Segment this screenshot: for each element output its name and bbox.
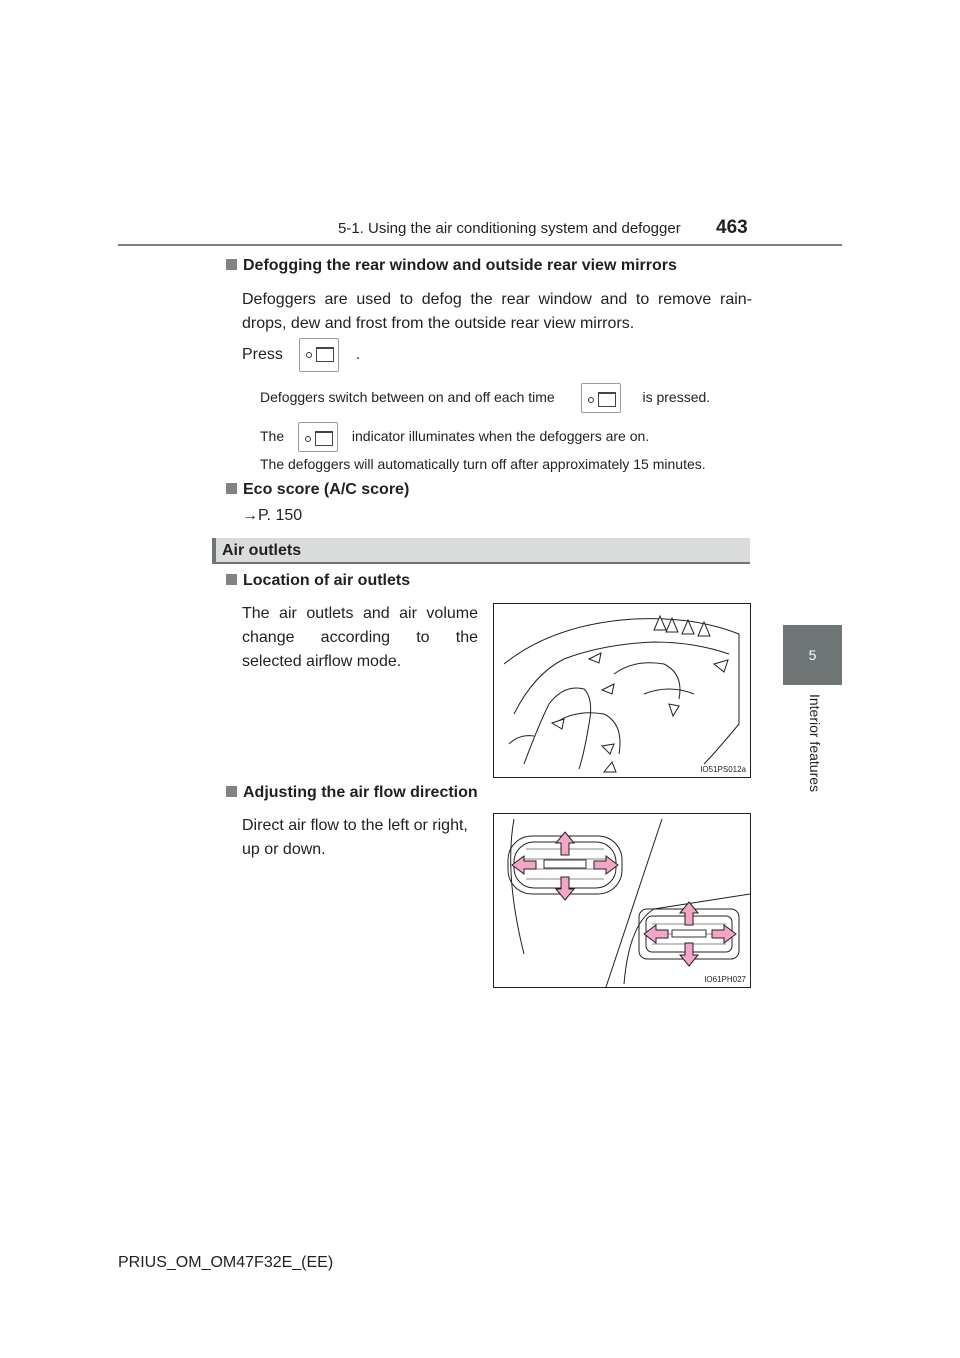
page-number: 463 <box>716 217 748 238</box>
bullet-icon <box>226 259 237 270</box>
rear-defogger-button-icon <box>581 383 621 413</box>
location-heading: Location of air outlets <box>226 572 410 590</box>
figure-code: IO61PH027 <box>704 975 746 984</box>
rear-defogger-button-icon <box>299 338 339 372</box>
section-title: Air outlets <box>222 542 302 559</box>
cabin-illustration <box>494 604 750 777</box>
vent-illustration <box>494 814 750 987</box>
adjust-heading: Adjusting the air flow direction <box>226 784 478 802</box>
bullet-icon <box>226 786 237 797</box>
chapter-title: Interior features <box>807 693 823 793</box>
rear-defogger-indicator-icon <box>298 422 338 452</box>
defog-heading: Defogging the rear window and outside rear view mirrors <box>226 257 677 275</box>
location-description: The air outlets and air volume change according to the selected airflow mode. <box>242 605 478 670</box>
adjust-description: Direct air flow to the left or right, up or down. <box>242 817 468 858</box>
bullet-icon <box>226 574 237 585</box>
header-rule <box>118 244 842 246</box>
defog-note-2: The indicator illuminates when the defoggers are on. <box>260 421 649 451</box>
figure-code: IO51PS012a <box>700 765 746 774</box>
bullet-icon <box>226 483 237 494</box>
figure-air-outlet-locations <box>493 603 751 778</box>
running-header: 5-1. Using the air conditioning system and defogger <box>338 220 681 237</box>
chapter-tab: 5 <box>783 625 842 685</box>
eco-heading: Eco score (A/C score) <box>226 481 409 499</box>
document-id: PRIUS_OM_OM47F32E_(EE) <box>118 1254 334 1271</box>
press-instruction: Press . <box>242 338 360 372</box>
defog-note-3: The defoggers will automatically turn off after approximately 15 minutes. <box>260 456 706 472</box>
eco-page-ref[interactable]: →P. 150 <box>242 507 303 524</box>
defog-note-1: Defoggers switch between on and off each time is pressed. <box>260 382 710 412</box>
figure-air-flow-direction <box>493 813 751 988</box>
defog-description: Defoggers are used to defog the rear window and to remove rain- drops, dew and frost from the outside rear view mirrors. <box>242 291 752 332</box>
